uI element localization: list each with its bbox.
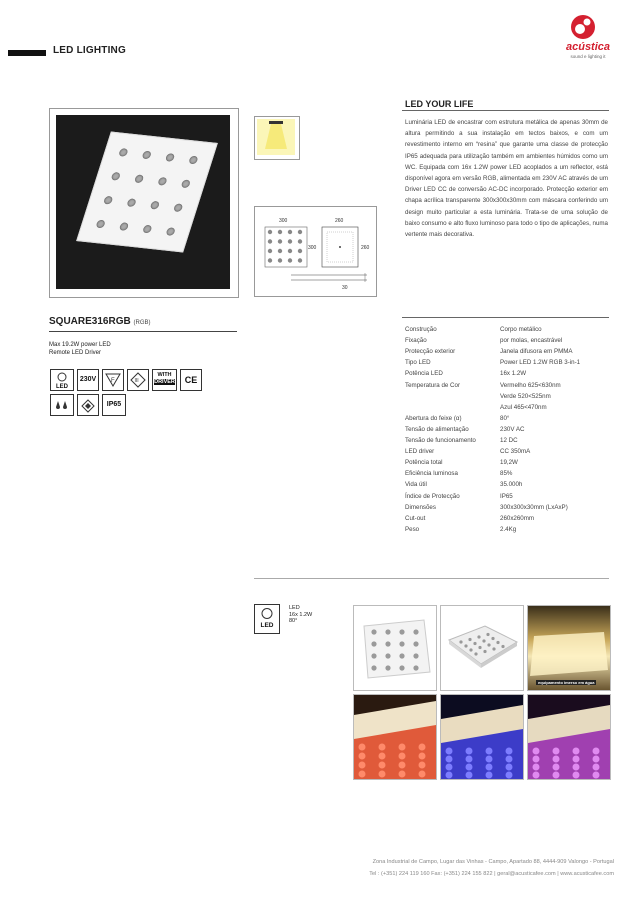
spec-label: Cut-out (405, 514, 426, 522)
led-dot (486, 748, 493, 755)
svg-text:260: 260 (335, 218, 344, 224)
product-photo (49, 108, 239, 298)
product-code: SQUARE316RGB (RGB) (49, 316, 151, 327)
led-dot (486, 633, 489, 636)
led-dot (419, 762, 426, 769)
spec-label: Eficiência luminosa (405, 470, 458, 478)
spec-value: 300x300x30mm (LxAxP) (500, 503, 568, 511)
led-dot (593, 764, 600, 771)
led-dot (288, 249, 292, 253)
spec-value: Verde 520<525nm (500, 392, 551, 400)
led-dot (150, 201, 160, 210)
spec-value: 35.000h (500, 481, 523, 489)
brand-logo (556, 14, 616, 68)
led-dot (379, 753, 386, 760)
header-bar (8, 50, 46, 56)
footer-address: Zona Industrial de Campo, Lugar das Vinhas - Campo, Apartado 88, 4444-909 Valongo - Portugal (372, 859, 614, 865)
led-dot (413, 641, 418, 646)
led-dot (506, 756, 513, 763)
led-dot (359, 753, 366, 760)
led-dot (399, 771, 406, 778)
photo-purple (527, 694, 611, 780)
spec-value: 2.4Kg (500, 525, 517, 533)
led-dot (419, 753, 426, 760)
led-dot (466, 764, 473, 771)
led-dot (379, 762, 386, 769)
led-dot (399, 641, 404, 646)
led-dot (482, 639, 485, 642)
led-dot (464, 644, 467, 647)
product-spec-line: Remote LED Driver (49, 350, 102, 356)
led-dot (593, 772, 600, 779)
photo-red-white (353, 694, 437, 780)
led-dot (371, 665, 376, 670)
led-dot (111, 172, 121, 181)
led-dot (496, 641, 499, 644)
spec-label: Tensão de alimentação (405, 425, 469, 433)
led-dot (173, 203, 183, 212)
led-dot (478, 646, 481, 649)
spec-value: IP65 (500, 492, 513, 500)
led-dot (466, 772, 473, 779)
led-dot (477, 635, 480, 638)
logo-mark-icon (570, 14, 596, 40)
led-dot (371, 641, 376, 646)
led-dot (573, 772, 580, 779)
f-mark-icon (102, 369, 124, 391)
led-dot (268, 258, 272, 262)
divider (402, 317, 609, 318)
led-dot (553, 764, 560, 771)
led-dot (119, 222, 129, 231)
led-dot (134, 174, 144, 183)
spec-value: Janela difusora em PMMA (500, 348, 573, 356)
led-dot (278, 230, 282, 234)
led-dot (419, 744, 426, 751)
led-dot (483, 650, 486, 653)
photo-panel-top (353, 605, 437, 691)
led-dot (486, 764, 493, 771)
led-dot (385, 665, 390, 670)
led-dot (165, 227, 175, 236)
led-dot (298, 258, 302, 262)
led-dot (469, 648, 472, 651)
footer-contacts: Tel : (+351) 224 119 160 Fax: (+351) 224 155 822 | geral@acusticafee.com | www.acusticafee.com (369, 871, 614, 877)
led-dot (553, 756, 560, 763)
led-dot (268, 239, 272, 243)
led-dot (593, 756, 600, 763)
led-dot (399, 665, 404, 670)
led-dot (118, 148, 128, 157)
led-icon: LED (254, 604, 280, 634)
spec-label: Construção (405, 326, 437, 333)
led-dot (157, 177, 167, 186)
spec-value: 19,2W (500, 459, 518, 467)
led-dot (468, 638, 471, 641)
svg-text:260: 260 (361, 245, 370, 251)
spec-label: Índice de Protecção (405, 492, 460, 500)
spec-label: Tensão de funcionamento (405, 437, 476, 444)
ce-mark-icon: CE (180, 369, 202, 391)
led-dot (413, 665, 418, 670)
svg-text:30: 30 (342, 285, 348, 291)
divider (402, 110, 609, 111)
led-dot (413, 653, 418, 658)
led-dot (399, 762, 406, 769)
svg-text:300: 300 (279, 218, 288, 224)
led-dot (188, 156, 198, 165)
led-dot (474, 652, 477, 655)
led-dot (103, 196, 113, 205)
spec-value: 260x260mm (500, 514, 535, 522)
led-dot (486, 772, 493, 779)
section-title: LED LIGHTING (53, 45, 126, 56)
spec-value: Vermelho 625<630nm (500, 381, 561, 389)
spec-label: Temperatura de Cor (405, 381, 461, 389)
dimensions-diagram (254, 206, 377, 297)
led-dot (359, 762, 366, 769)
led-dot (466, 756, 473, 763)
led-dot (379, 771, 386, 778)
led-dot (268, 249, 272, 253)
logo-name: acústica (565, 41, 611, 53)
led-dot (371, 653, 376, 658)
led-dot (573, 748, 580, 755)
led-dot (533, 756, 540, 763)
led-icon: LED (50, 369, 74, 391)
led-dot (399, 653, 404, 658)
divider (254, 578, 609, 579)
divider (49, 331, 237, 332)
photo-underwater: equipamento imerso em água (527, 605, 611, 691)
voltage-icon: 230V (77, 369, 99, 391)
spec-value: 12 DC (500, 437, 518, 444)
led-dot (359, 771, 366, 778)
led-dot (419, 771, 426, 778)
led-dot (399, 744, 406, 751)
product-description: Luminária LED de encastrar com estrutura metálica de apenas 30mm de altura permitindo a sua instalação em tectos baixos, e com um revestimento interno em “resina” que garante uma classe de protecção IP65 adequada para utilização também em ambientes húmidos como um WC. Equipada com 16x 1.2W power LED acoplados a um reflector, está disponível agora em versão RGB, alimentada em 230V AC através de um Driver LED CC de conversão AC-DC incorporado. Protecção exterior em chapa acrílica transparente 300x300x30mm com máscara conferindo um design muito particular a esta luminária. Trata-se de uma solução de baixo consumo e alto fluxo luminoso para todo o tipo de aplicações, numa vertente mais decorativa. (405, 119, 608, 239)
led-dot (288, 230, 292, 234)
led-dot (487, 643, 490, 646)
led-dot (298, 239, 302, 243)
led-details: LED 16x 1.2W 80° (289, 605, 313, 624)
led-dot (533, 748, 540, 755)
ip-dust-icon (77, 394, 99, 416)
product-spec-line: Max 19.2W power LED (49, 342, 111, 348)
with-driver-icon: WITH DRIVER (152, 369, 177, 391)
led-dot (142, 225, 152, 234)
led-dot (278, 258, 282, 262)
led-dot (278, 249, 282, 253)
led-dot (446, 756, 453, 763)
svg-text:300: 300 (308, 245, 317, 251)
led-dot (385, 653, 390, 658)
led-dot (385, 641, 390, 646)
spec-label: Dimensões (405, 503, 436, 511)
led-dot (446, 764, 453, 771)
led-dot (95, 220, 105, 229)
led-dot (298, 249, 302, 253)
spec-label: Potência total (405, 459, 443, 467)
led-dot (268, 230, 272, 234)
svg-text:F: F (111, 378, 115, 384)
spec-label: Protecção exterior (405, 348, 456, 356)
spec-value: 85% (500, 470, 513, 478)
led-dot (278, 239, 282, 243)
spec-label: Potência LED (405, 370, 443, 378)
led-dot (399, 753, 406, 760)
led-dot (466, 748, 473, 755)
photo-panel-side (440, 605, 524, 691)
class-iii-icon (127, 369, 149, 391)
led-dot (593, 748, 600, 755)
spec-value: por molas, encastrável (500, 337, 563, 345)
led-dot (533, 772, 540, 779)
spec-label: Fixação (405, 337, 427, 345)
logo-tagline: sound e lighting it (570, 54, 606, 59)
led-dot (379, 744, 386, 751)
section-heading: LED YOUR LIFE (405, 99, 474, 109)
spec-value: Power LED 1.2W RGB 3-in-1 (500, 359, 581, 367)
spec-label: LED driver (405, 448, 435, 456)
spec-label: Tipo LED (405, 359, 431, 367)
photo-blue (440, 694, 524, 780)
spec-value: Azul 465<470nm (500, 403, 547, 411)
led-dot (459, 640, 462, 643)
light-beam-icon (254, 116, 300, 160)
svg-text:III: III (134, 378, 139, 384)
led-dot (165, 153, 175, 162)
ip65-icon: IP65 (102, 394, 126, 416)
led-dot (126, 198, 136, 207)
led-dot (501, 645, 504, 648)
led-dot (181, 179, 191, 188)
spec-label: Peso (405, 525, 420, 533)
spec-value: CC 350mA (500, 448, 531, 456)
led-dot (491, 637, 494, 640)
led-dot (359, 744, 366, 751)
led-dot (446, 748, 453, 755)
spec-label: Abertura do feixe (α) (405, 414, 462, 422)
led-dot (492, 647, 495, 650)
led-dot (506, 772, 513, 779)
led-dot (506, 748, 513, 755)
spec-value: Corpo metálico (500, 326, 542, 333)
led-dot (288, 258, 292, 262)
led-dot (486, 756, 493, 763)
led-dot (506, 764, 513, 771)
led-dot (142, 151, 152, 160)
led-dot (298, 230, 302, 234)
led-dot (573, 756, 580, 763)
spec-value: 230V AC (500, 425, 525, 433)
ip-drop-icon (50, 394, 74, 416)
spec-value: 80° (500, 414, 510, 422)
led-dot (446, 772, 453, 779)
spec-value: 16x 1.2W (500, 370, 527, 378)
led-dot (573, 764, 580, 771)
spec-label: Vida útil (405, 481, 427, 489)
led-dot (413, 629, 418, 634)
led-dot (473, 642, 476, 645)
led-dot (399, 629, 404, 634)
led-dot (371, 629, 376, 634)
led-dot (553, 772, 560, 779)
led-dot (553, 748, 560, 755)
led-dot (385, 629, 390, 634)
led-dot (288, 239, 292, 243)
led-dot (533, 764, 540, 771)
